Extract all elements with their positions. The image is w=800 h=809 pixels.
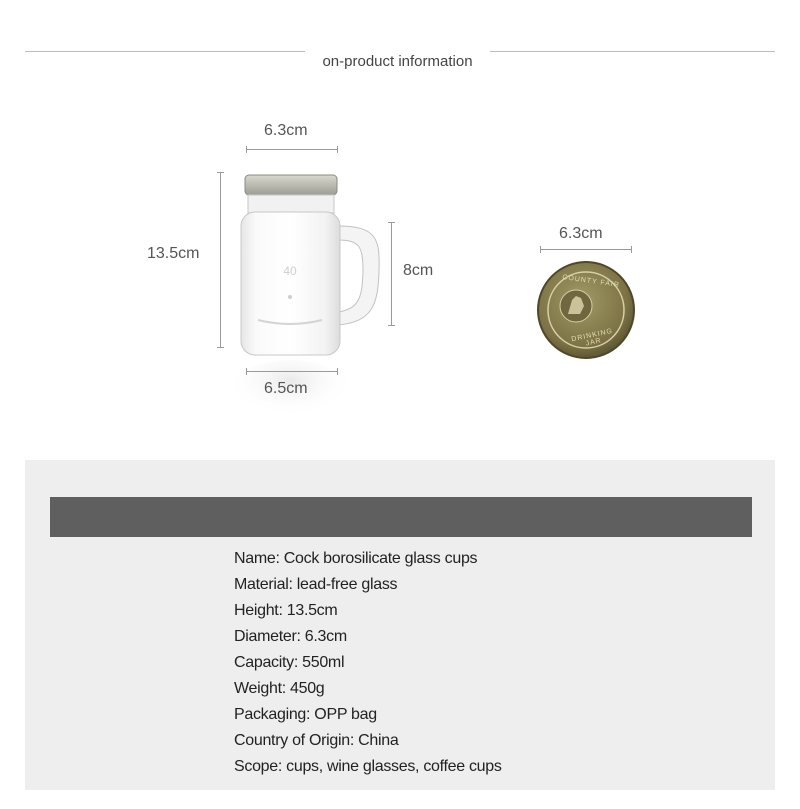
jar-body-height-tick-bottom bbox=[388, 325, 395, 326]
jar-top-width-tick-right bbox=[337, 146, 338, 153]
jar-bottom-width-tick-left bbox=[246, 368, 247, 375]
jar-body-height-line bbox=[391, 222, 392, 326]
jar-height-tick-top bbox=[217, 172, 224, 173]
spec-weight: Weight: 450g bbox=[234, 680, 325, 697]
jar-cap bbox=[245, 175, 337, 195]
jar-height-line bbox=[220, 172, 221, 348]
lid-diameter-tick-right bbox=[631, 246, 632, 253]
spec-material: Material: lead-free glass bbox=[234, 576, 398, 593]
spec-header-bar bbox=[50, 497, 752, 537]
spec-origin: Country of Origin: China bbox=[234, 732, 399, 749]
jar-body bbox=[241, 212, 340, 355]
spec-packaging: Packaging: OPP bag bbox=[234, 706, 377, 723]
section-title: on-product information bbox=[322, 53, 473, 70]
jar-bottom-width-label: 6.5cm bbox=[264, 380, 308, 397]
jar-top-width-line bbox=[246, 149, 338, 150]
jar-top-width-label: 6.3cm bbox=[264, 122, 308, 139]
jar-emboss-number: 40 bbox=[283, 264, 297, 278]
spec-list bbox=[234, 546, 502, 780]
jar-bottom-width-tick-right bbox=[337, 368, 338, 375]
jar-neck bbox=[248, 195, 334, 213]
spec-height: Height: 13.5cm bbox=[234, 602, 338, 619]
jar-top-width-tick-left bbox=[246, 146, 247, 153]
spec-scope: Scope: cups, wine glasses, coffee cups bbox=[234, 758, 502, 775]
spec-name: Name: Cock borosilicate glass cups bbox=[234, 550, 478, 567]
spec-capacity: Capacity: 550ml bbox=[234, 654, 345, 671]
jar-height-label: 13.5cm bbox=[147, 245, 200, 262]
jar-body-height-tick-top bbox=[388, 222, 395, 223]
lid-diameter-label: 6.3cm bbox=[559, 225, 603, 242]
jar-body-height-label: 8cm bbox=[403, 262, 434, 279]
jar-handle bbox=[338, 226, 379, 325]
lid-diameter-line bbox=[540, 249, 632, 250]
lid-text-bottom: DRINKING JAR bbox=[570, 327, 614, 348]
spec-diameter: Diameter: 6.3cm bbox=[234, 628, 347, 645]
jar-bottom-width-line bbox=[246, 371, 338, 372]
jar-height-tick-bottom bbox=[217, 347, 224, 348]
lid-text-top: COUNTY FAIR bbox=[561, 274, 621, 289]
lid-diameter-tick-left bbox=[540, 246, 541, 253]
jar-emboss-dot bbox=[288, 295, 292, 299]
